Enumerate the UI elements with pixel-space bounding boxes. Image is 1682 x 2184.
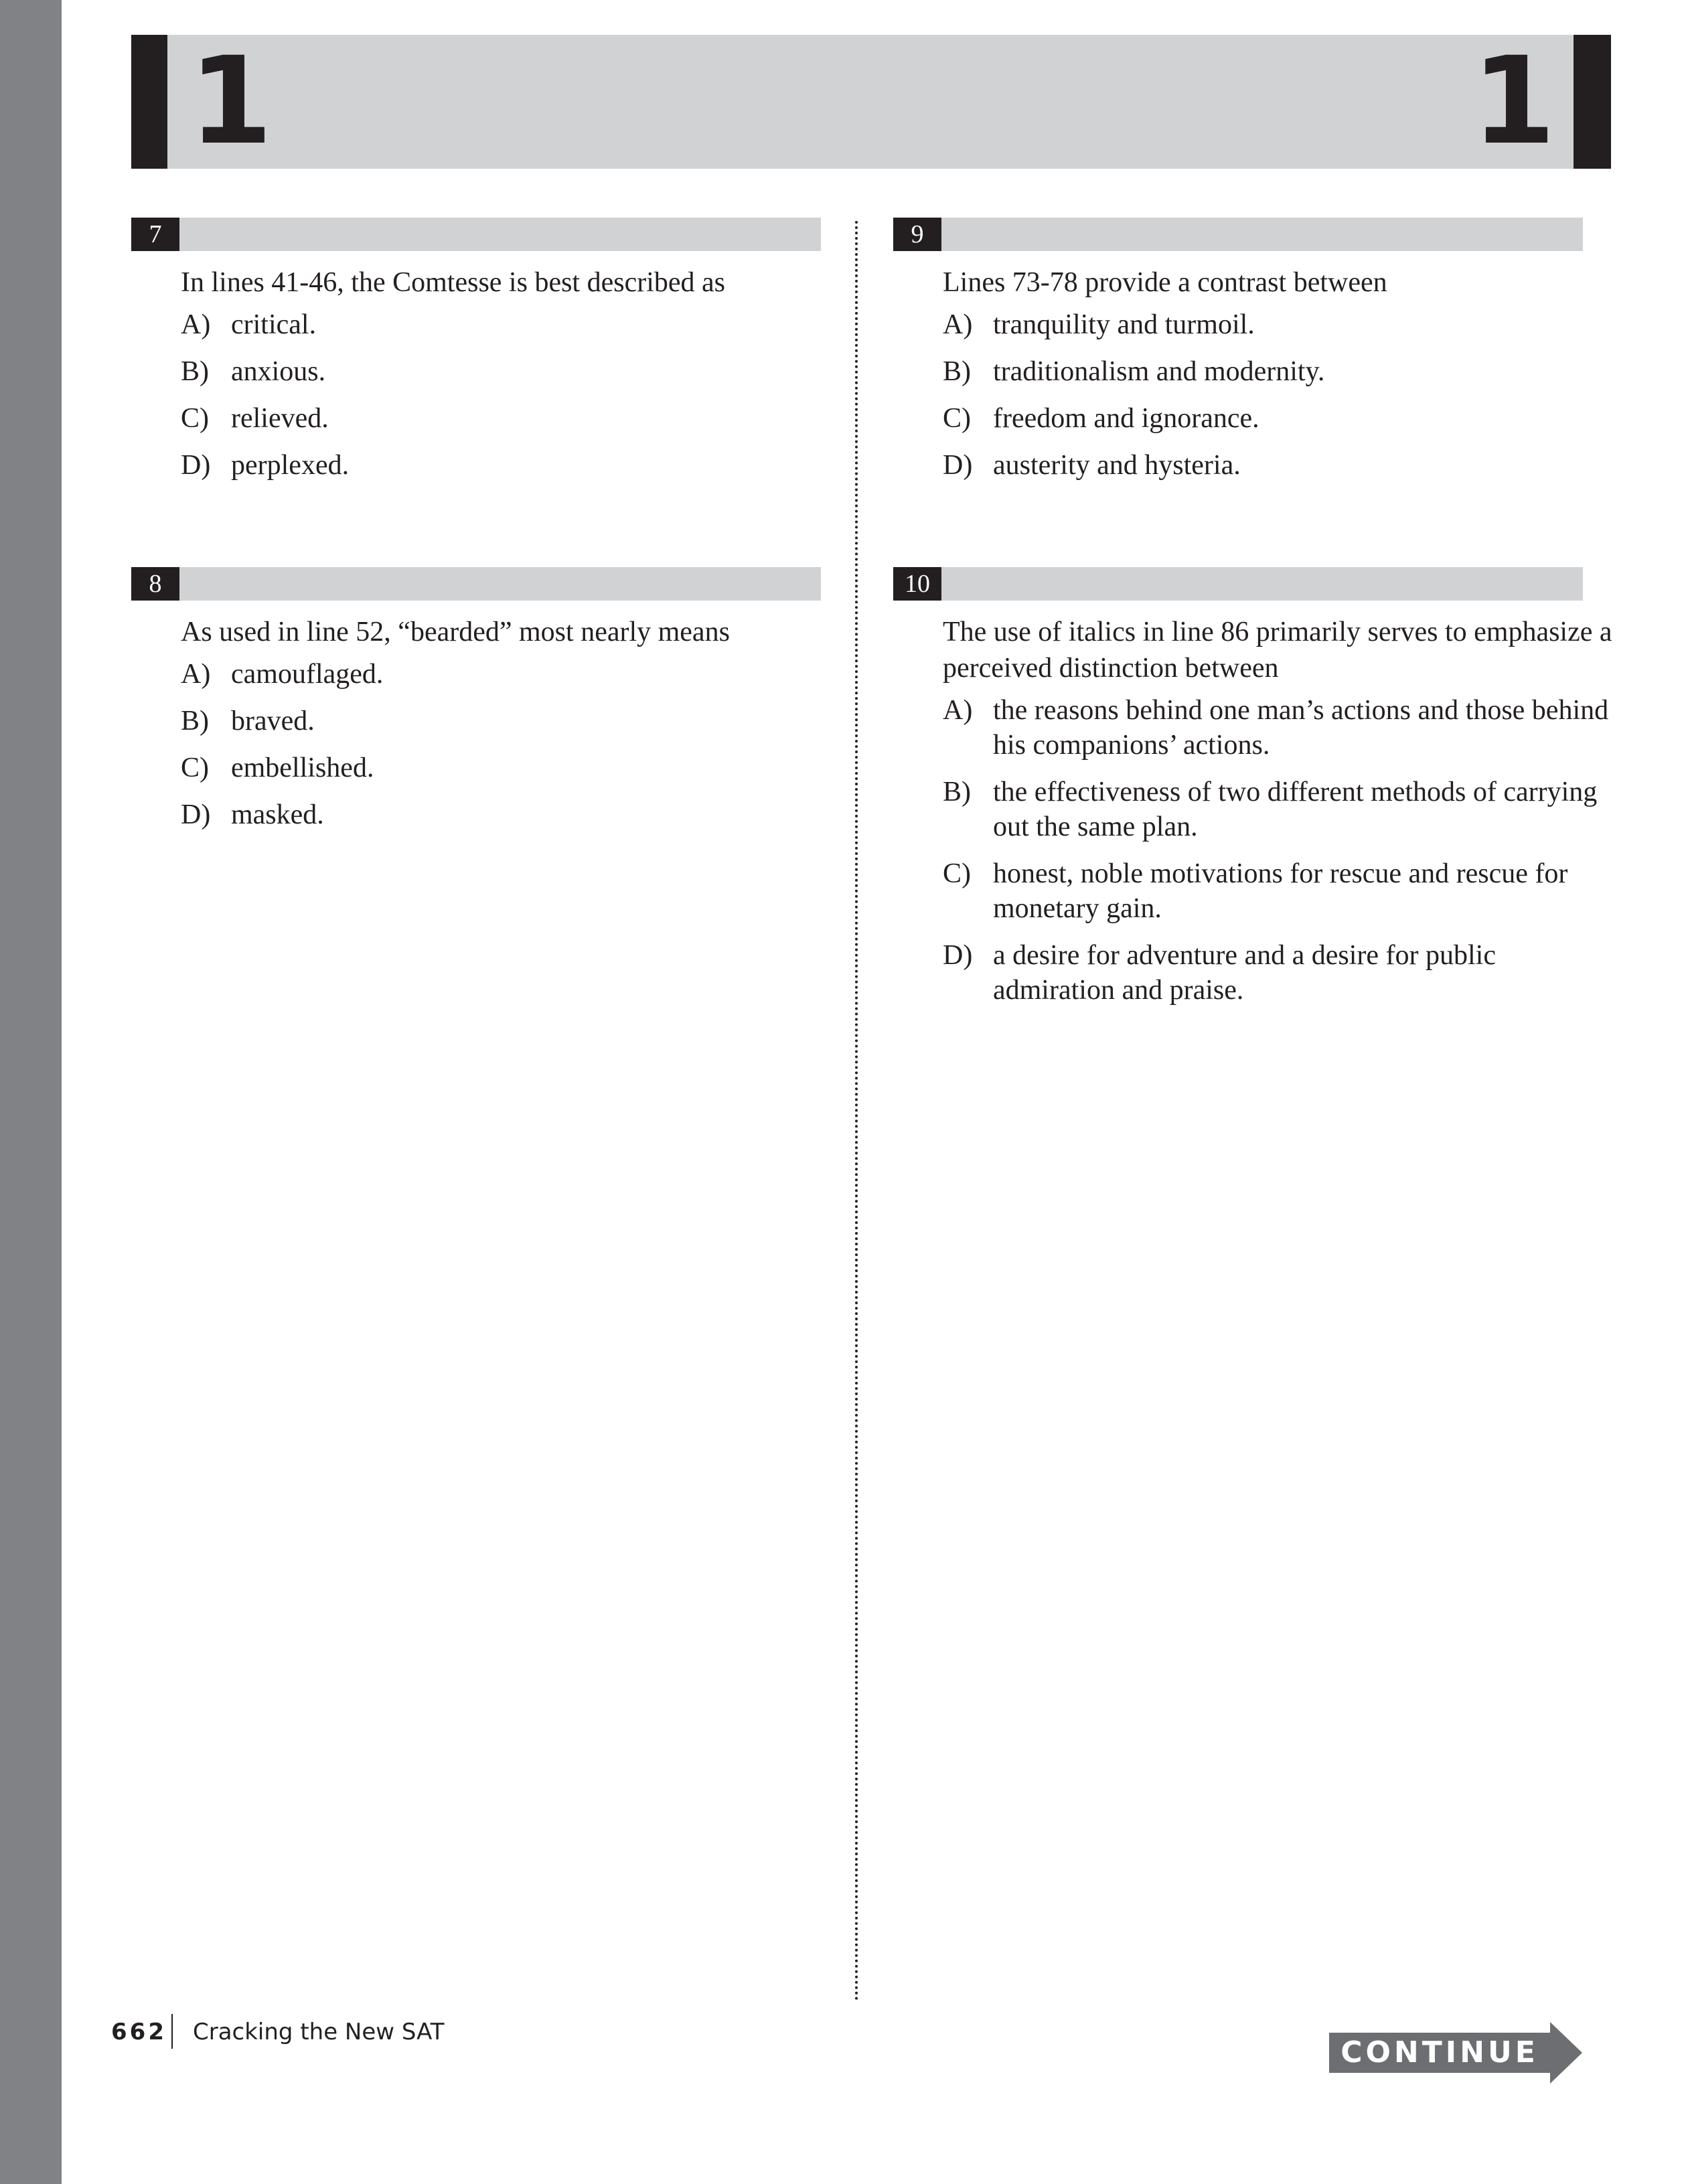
choice-letter: C): [181, 403, 209, 434]
choice-text: tranquility and turmoil.: [993, 309, 1255, 340]
choice-text: relieved.: [231, 403, 329, 434]
answer-choice-d[interactable]: [181, 797, 850, 832]
footer-divider: [171, 2014, 173, 2049]
page-edge-strip: [0, 0, 62, 2184]
section-header: [131, 31, 1611, 171]
question-number: 8: [131, 567, 179, 601]
question-stem: In lines 41-46, the Comtesse is best described as: [181, 267, 726, 298]
choice-letter: B): [181, 356, 209, 387]
question-header-bar: [893, 218, 1583, 251]
answer-choice-b[interactable]: [181, 354, 850, 389]
question-8: [131, 567, 828, 844]
choice-text: embellished.: [231, 753, 374, 783]
question-number: 7: [131, 218, 179, 251]
question-stem: The use of italics in line 86 primarily serves to emphasize a perceived distinction between: [943, 617, 1612, 684]
choice-letter: B): [943, 777, 971, 807]
answer-choice-d[interactable]: [181, 448, 850, 483]
choice-letter: D): [181, 450, 211, 481]
choice-text: the reasons behind one man’s actions and those behind his companions’ actions.: [993, 695, 1609, 761]
question-number: 10: [893, 567, 941, 601]
question-9: [893, 218, 1590, 495]
choice-text: austerity and hysteria.: [993, 450, 1241, 481]
choice-letter: C): [181, 753, 209, 783]
choice-letter: B): [181, 706, 209, 736]
choice-letter: A): [181, 659, 211, 690]
choice-text: anxious.: [231, 356, 326, 387]
answer-choice-a[interactable]: [943, 307, 1612, 342]
choice-text: freedom and ignorance.: [993, 403, 1259, 434]
answer-choice-c[interactable]: [181, 751, 850, 785]
choice-text: masked.: [231, 799, 324, 830]
question-stem: As used in line 52, “bearded” most nearly means: [181, 617, 730, 647]
choice-text: honest, noble motivations for rescue and rescue for monetary gain.: [993, 858, 1568, 924]
answer-choice-b[interactable]: [943, 354, 1612, 389]
choice-text: the effectiveness of two different methods of carrying out the same plan.: [993, 777, 1598, 842]
column-divider: [855, 221, 858, 2002]
section-number-left: 1: [189, 31, 273, 171]
choice-text: perplexed.: [231, 450, 350, 481]
choice-letter: C): [943, 403, 971, 434]
continue-label: CONTINUE: [1341, 2035, 1539, 2070]
choice-text: a desire for adventure and a desire for public admiration and praise.: [993, 940, 1496, 1006]
answer-choice-b[interactable]: [943, 775, 1612, 844]
choice-letter: D): [943, 940, 973, 971]
choice-letter: D): [943, 450, 973, 481]
header-bar-right: [1574, 35, 1611, 169]
choice-letter: A): [943, 309, 973, 340]
choice-letter: A): [943, 695, 973, 726]
question-7: [131, 218, 828, 495]
answer-choice-d[interactable]: [943, 938, 1612, 1008]
answer-choice-c[interactable]: [943, 856, 1612, 926]
answer-choice-a[interactable]: [181, 307, 850, 342]
choice-letter: A): [181, 309, 211, 340]
header-bar-left: [131, 35, 167, 169]
choice-letter: B): [943, 356, 971, 387]
section-number-right: 1: [1472, 31, 1556, 171]
question-number: 9: [893, 218, 941, 251]
answer-choice-a[interactable]: [943, 693, 1612, 763]
continue-button[interactable]: [1329, 2022, 1582, 2084]
page-number: 662: [111, 2019, 167, 2045]
answer-choice-c[interactable]: [181, 401, 850, 436]
choice-letter: C): [943, 858, 971, 889]
choice-text: critical.: [231, 309, 317, 340]
answer-choice-b[interactable]: [181, 704, 850, 738]
question-10: [893, 567, 1612, 1020]
book-title: Cracking the New SAT: [193, 2019, 445, 2045]
answer-choice-c[interactable]: [943, 401, 1612, 436]
question-header-bar: [131, 567, 821, 601]
question-header-bar: [131, 218, 821, 251]
answer-choice-a[interactable]: [181, 657, 850, 692]
choice-text: braved.: [231, 706, 315, 736]
answer-choice-d[interactable]: [943, 448, 1612, 483]
question-stem: Lines 73-78 provide a contrast between: [943, 267, 1387, 298]
question-header-bar: [893, 567, 1583, 601]
choice-text: traditionalism and modernity.: [993, 356, 1325, 387]
choice-letter: D): [181, 799, 211, 830]
choice-text: camouflaged.: [231, 659, 384, 690]
